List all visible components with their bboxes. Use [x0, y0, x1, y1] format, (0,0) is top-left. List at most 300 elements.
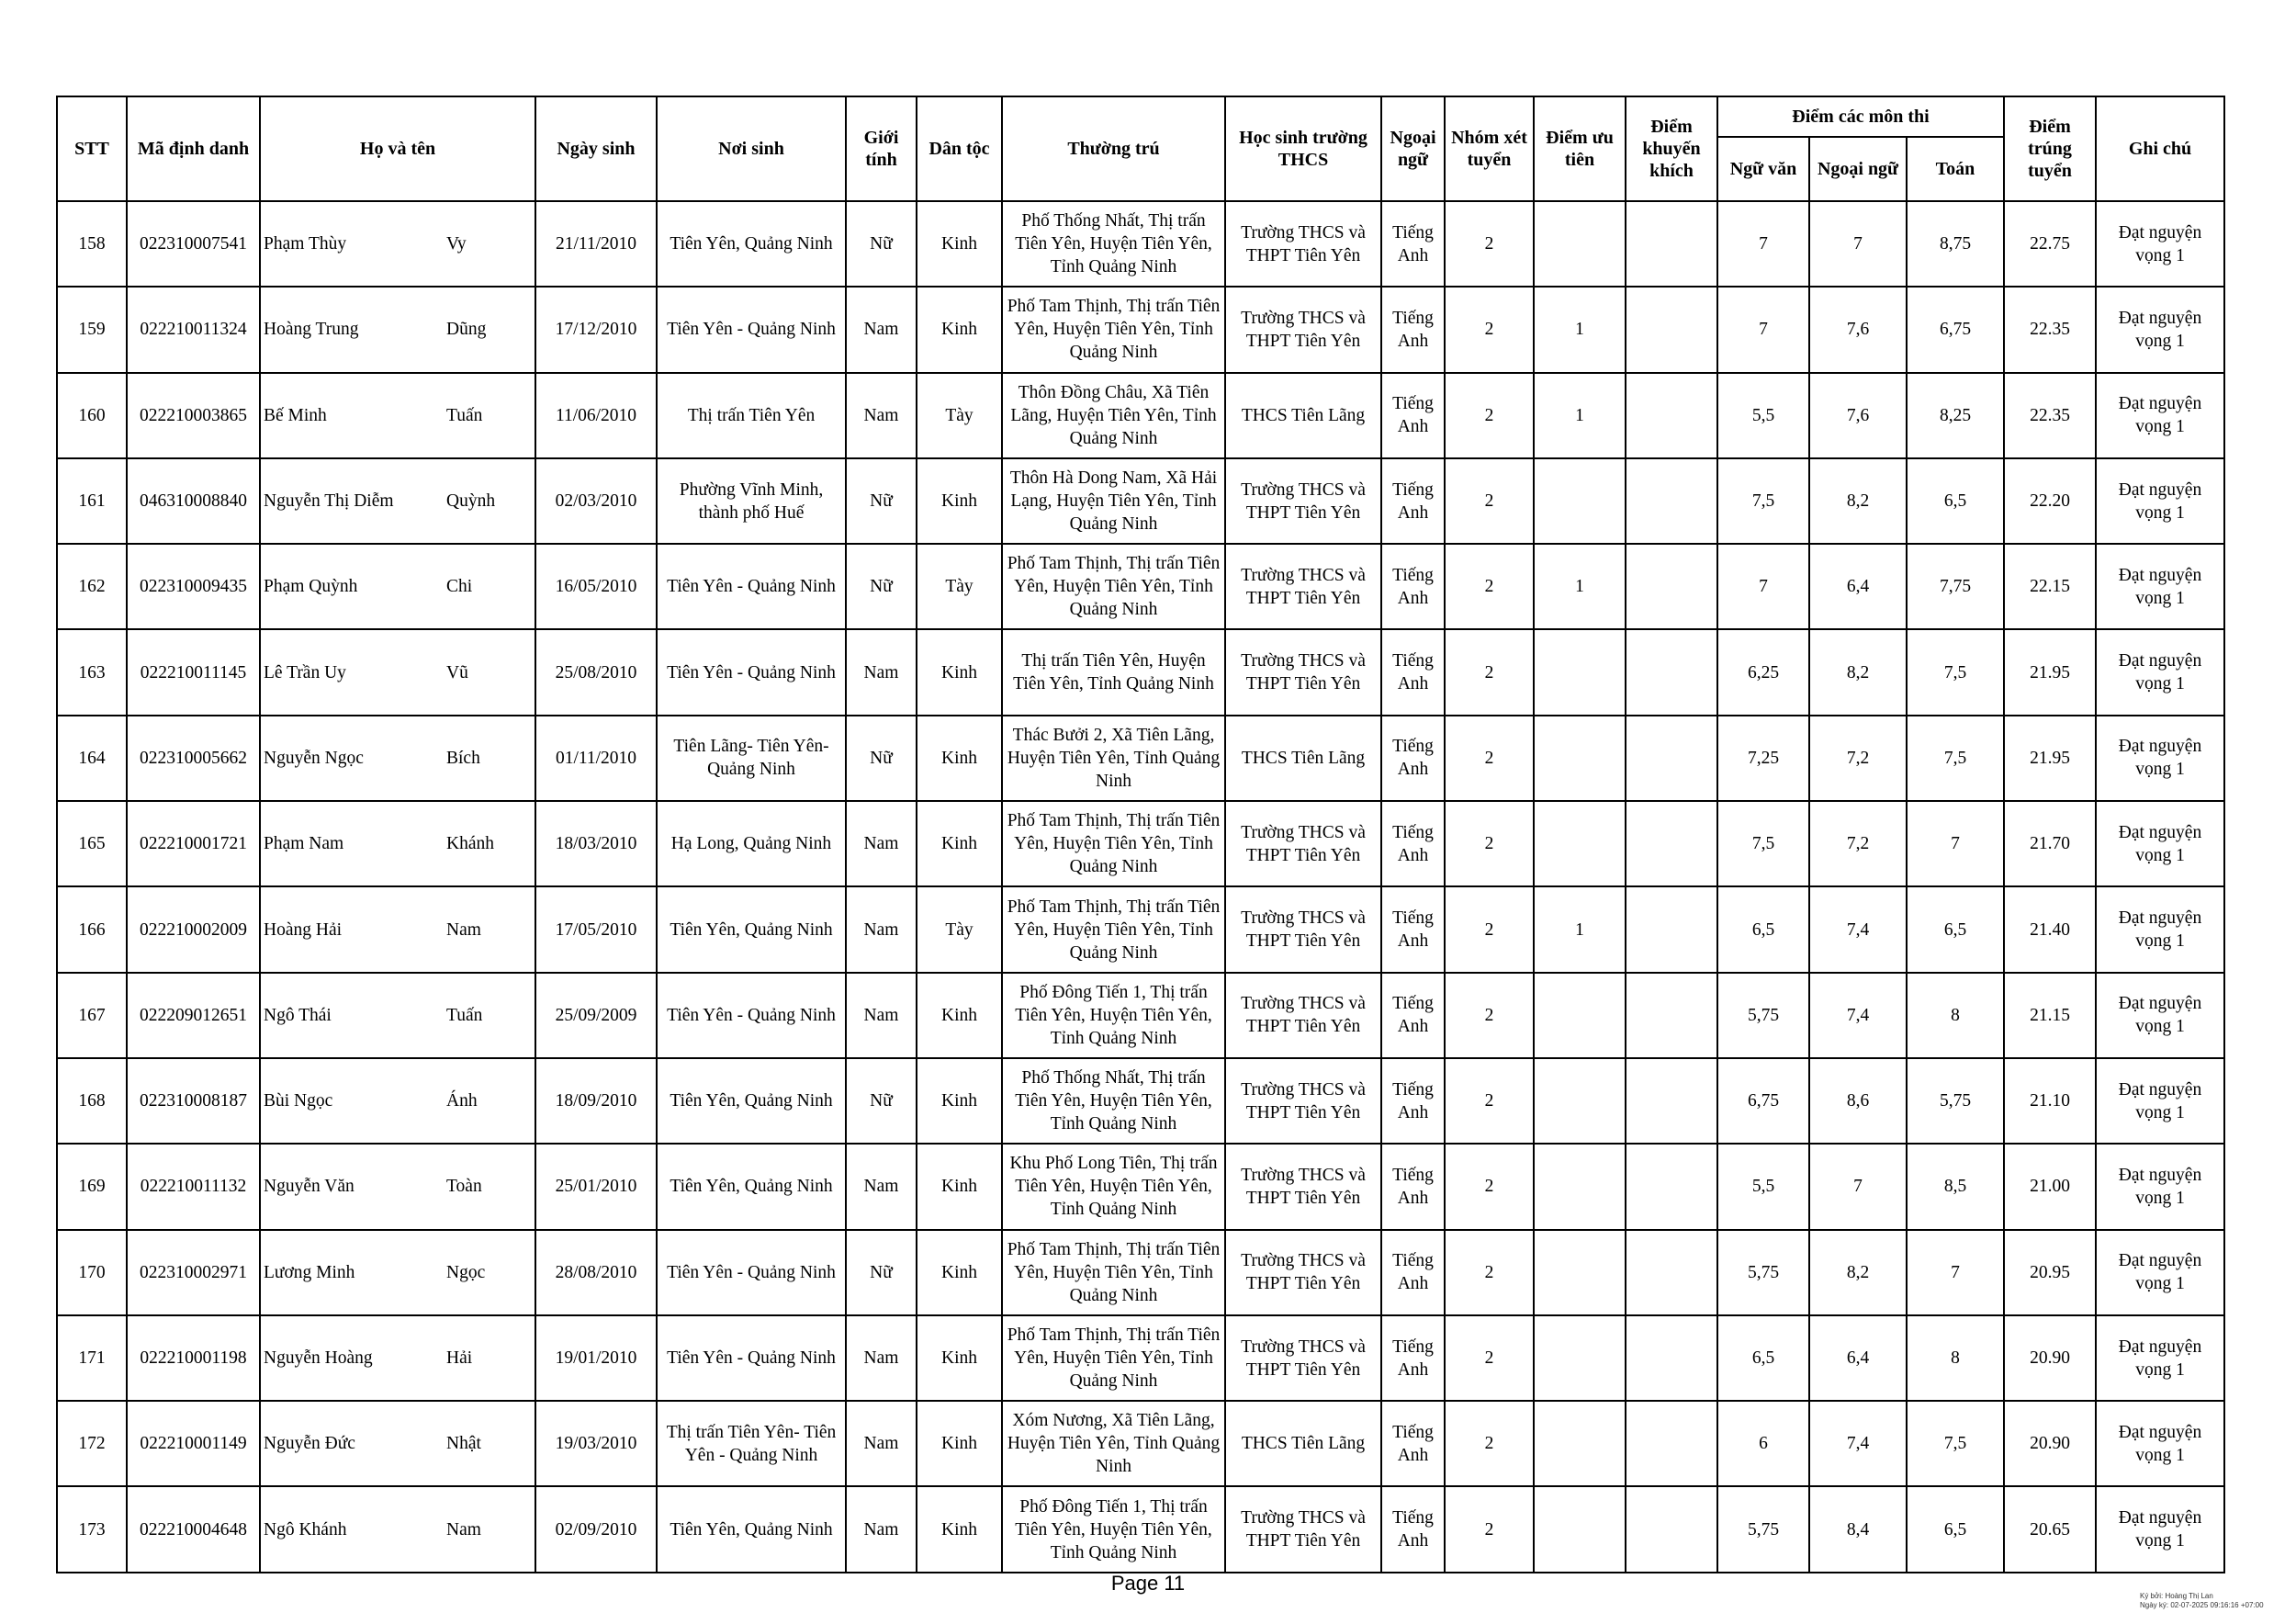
cell-school: Trường THCS và THPT Tiên Yên	[1225, 629, 1381, 715]
cell-stt: 162	[57, 544, 127, 629]
cell-total: 21.40	[2004, 886, 2096, 972]
cell-language: Tiếng Anh	[1381, 1486, 1445, 1572]
table-row	[57, 373, 2224, 458]
cell-surname: Phạm Quỳnh	[260, 544, 446, 629]
cell-given-name: Tuấn	[446, 973, 535, 1058]
cell-note: Đạt nguyện vọng 1	[2096, 886, 2224, 972]
cell-birthplace: Tiên Yên - Quảng Ninh	[657, 544, 846, 629]
cell-surname: Phạm Thùy	[260, 201, 446, 287]
cell-bonus	[1626, 1058, 1717, 1144]
cell-dob: 11/06/2010	[535, 373, 657, 458]
cell-id: 022210011324	[127, 287, 260, 372]
cell-literature: 7	[1717, 544, 1809, 629]
cell-id: 022209012651	[127, 973, 260, 1058]
cell-stt: 171	[57, 1315, 127, 1401]
cell-bonus	[1626, 458, 1717, 544]
header-dob: Ngày sinh	[535, 96, 657, 201]
cell-foreign: 7,2	[1809, 801, 1907, 886]
cell-group: 2	[1445, 801, 1534, 886]
cell-priority	[1534, 1230, 1626, 1315]
cell-school: Trường THCS và THPT Tiên Yên	[1225, 458, 1381, 544]
cell-given-name: Tuấn	[446, 373, 535, 458]
cell-surname: Ngô Thái	[260, 973, 446, 1058]
cell-surname: Bế Minh	[260, 373, 446, 458]
header-bonus: Điểm khuyến khích	[1626, 96, 1717, 201]
cell-school: THCS Tiên Lãng	[1225, 373, 1381, 458]
cell-dob: 17/05/2010	[535, 886, 657, 972]
table-row	[57, 1230, 2224, 1315]
cell-id: 022210003865	[127, 373, 260, 458]
cell-stt: 169	[57, 1144, 127, 1229]
table-row	[57, 458, 2224, 544]
table-row	[57, 973, 2224, 1058]
cell-priority: 1	[1534, 373, 1626, 458]
cell-group: 2	[1445, 886, 1534, 972]
cell-stt: 170	[57, 1230, 127, 1315]
cell-residence: Phố Tam Thịnh, Thị trấn Tiên Yên, Huyện Tiên Yên, Tỉnh Quảng Ninh	[1002, 287, 1225, 372]
cell-math: 8,25	[1907, 373, 2004, 458]
cell-foreign: 8,2	[1809, 629, 1907, 715]
cell-id: 022310005662	[127, 716, 260, 801]
cell-group: 2	[1445, 544, 1534, 629]
cell-birthplace: Tiên Lãng- Tiên Yên- Quảng Ninh	[657, 716, 846, 801]
cell-bonus	[1626, 716, 1717, 801]
cell-note: Đạt nguyện vọng 1	[2096, 801, 2224, 886]
cell-language: Tiếng Anh	[1381, 1144, 1445, 1229]
cell-total: 22.20	[2004, 458, 2096, 544]
cell-ethnicity: Kinh	[917, 716, 1002, 801]
cell-priority	[1534, 801, 1626, 886]
cell-group: 2	[1445, 458, 1534, 544]
cell-math: 6,5	[1907, 1486, 2004, 1572]
cell-ethnicity: Tày	[917, 373, 1002, 458]
cell-gender: Nam	[846, 973, 917, 1058]
cell-group: 2	[1445, 629, 1534, 715]
cell-birthplace: Hạ Long, Quảng Ninh	[657, 801, 846, 886]
cell-language: Tiếng Anh	[1381, 973, 1445, 1058]
cell-dob: 17/12/2010	[535, 287, 657, 372]
cell-gender: Nam	[846, 373, 917, 458]
cell-school: THCS Tiên Lãng	[1225, 716, 1381, 801]
cell-total: 20.95	[2004, 1230, 2096, 1315]
cell-bonus	[1626, 201, 1717, 287]
cell-dob: 18/03/2010	[535, 801, 657, 886]
cell-foreign: 7,6	[1809, 373, 1907, 458]
cell-total: 22.15	[2004, 544, 2096, 629]
cell-literature: 6,75	[1717, 1058, 1809, 1144]
cell-priority: 1	[1534, 544, 1626, 629]
cell-residence: Phố Đông Tiến 1, Thị trấn Tiên Yên, Huyện Tiên Yên, Tỉnh Quảng Ninh	[1002, 973, 1225, 1058]
cell-stt: 163	[57, 629, 127, 715]
cell-ethnicity: Kinh	[917, 1058, 1002, 1144]
cell-literature: 6,5	[1717, 1315, 1809, 1401]
cell-math: 7,5	[1907, 629, 2004, 715]
cell-math: 6,5	[1907, 458, 2004, 544]
header-residence: Thường trú	[1002, 96, 1225, 201]
cell-ethnicity: Kinh	[917, 1230, 1002, 1315]
cell-given-name: Bích	[446, 716, 535, 801]
table-row	[57, 801, 2224, 886]
cell-foreign: 6,4	[1809, 544, 1907, 629]
cell-residence: Phố Thống Nhất, Thị trấn Tiên Yên, Huyện Tiên Yên, Tỉnh Quảng Ninh	[1002, 1058, 1225, 1144]
cell-residence: Phố Tam Thịnh, Thị trấn Tiên Yên, Huyện Tiên Yên, Tỉnh Quảng Ninh	[1002, 544, 1225, 629]
cell-stt: 166	[57, 886, 127, 972]
cell-given-name: Toàn	[446, 1144, 535, 1229]
cell-dob: 25/09/2009	[535, 973, 657, 1058]
cell-surname: Hoàng Hải	[260, 886, 446, 972]
cell-given-name: Chi	[446, 544, 535, 629]
cell-id: 022310008187	[127, 1058, 260, 1144]
cell-foreign: 8,2	[1809, 1230, 1907, 1315]
cell-foreign: 7,4	[1809, 1401, 1907, 1486]
cell-bonus	[1626, 1230, 1717, 1315]
header-gender: Giới tính	[846, 96, 917, 201]
cell-birthplace: Tiên Yên, Quảng Ninh	[657, 886, 846, 972]
page-number: Page 11	[1110, 1572, 1186, 1595]
cell-gender: Nam	[846, 886, 917, 972]
table-row	[57, 1315, 2224, 1401]
cell-surname: Lương Minh	[260, 1230, 446, 1315]
cell-given-name: Nam	[446, 1486, 535, 1572]
cell-math: 7	[1907, 1230, 2004, 1315]
cell-dob: 16/05/2010	[535, 544, 657, 629]
cell-residence: Thị trấn Tiên Yên, Huyện Tiên Yên, Tỉnh Quảng Ninh	[1002, 629, 1225, 715]
cell-birthplace: Tiên Yên, Quảng Ninh	[657, 201, 846, 287]
cell-dob: 25/01/2010	[535, 1144, 657, 1229]
cell-bonus	[1626, 973, 1717, 1058]
cell-language: Tiếng Anh	[1381, 287, 1445, 372]
cell-ethnicity: Kinh	[917, 1144, 1002, 1229]
cell-gender: Nam	[846, 1144, 917, 1229]
cell-priority	[1534, 1144, 1626, 1229]
cell-group: 2	[1445, 1230, 1534, 1315]
cell-birthplace: Tiên Yên, Quảng Ninh	[657, 1486, 846, 1572]
cell-group: 2	[1445, 1486, 1534, 1572]
table-row	[57, 886, 2224, 972]
cell-dob: 02/09/2010	[535, 1486, 657, 1572]
cell-priority	[1534, 1486, 1626, 1572]
table-row	[57, 629, 2224, 715]
cell-gender: Nữ	[846, 1230, 917, 1315]
cell-gender: Nam	[846, 1315, 917, 1401]
table-row	[57, 544, 2224, 629]
cell-birthplace: Tiên Yên, Quảng Ninh	[657, 1144, 846, 1229]
cell-total: 21.95	[2004, 716, 2096, 801]
cell-bonus	[1626, 886, 1717, 972]
table-header	[57, 96, 2224, 201]
cell-dob: 19/03/2010	[535, 1401, 657, 1486]
header-subjects: Điểm các môn thi	[1717, 96, 2004, 137]
cell-language: Tiếng Anh	[1381, 716, 1445, 801]
cell-literature: 7	[1717, 287, 1809, 372]
cell-literature: 5,75	[1717, 1230, 1809, 1315]
cell-stt: 173	[57, 1486, 127, 1572]
cell-surname: Bùi Ngọc	[260, 1058, 446, 1144]
cell-language: Tiếng Anh	[1381, 1058, 1445, 1144]
cell-surname: Nguyễn Thị Diễm	[260, 458, 446, 544]
cell-surname: Lê Trần Uy	[260, 629, 446, 715]
header-school: Học sinh trường THCS	[1225, 96, 1381, 201]
cell-note: Đạt nguyện vọng 1	[2096, 458, 2224, 544]
cell-school: Trường THCS và THPT Tiên Yên	[1225, 886, 1381, 972]
cell-given-name: Quỳnh	[446, 458, 535, 544]
digital-signature-note	[2140, 1592, 2291, 1610]
cell-foreign: 7,4	[1809, 886, 1907, 972]
cell-gender: Nữ	[846, 201, 917, 287]
cell-ethnicity: Kinh	[917, 458, 1002, 544]
cell-foreign: 7	[1809, 201, 1907, 287]
cell-group: 2	[1445, 716, 1534, 801]
table-row	[57, 287, 2224, 372]
cell-residence: Phố Tam Thịnh, Thị trấn Tiên Yên, Huyện Tiên Yên, Tỉnh Quảng Ninh	[1002, 886, 1225, 972]
cell-school: THCS Tiên Lãng	[1225, 1401, 1381, 1486]
cell-school: Trường THCS và THPT Tiên Yên	[1225, 1058, 1381, 1144]
cell-surname: Nguyễn Hoàng	[260, 1315, 446, 1401]
cell-priority: 1	[1534, 287, 1626, 372]
header-foreign: Ngoại ngữ	[1809, 137, 1907, 201]
cell-ethnicity: Kinh	[917, 801, 1002, 886]
cell-ethnicity: Kinh	[917, 629, 1002, 715]
cell-group: 2	[1445, 973, 1534, 1058]
cell-surname: Nguyễn Văn	[260, 1144, 446, 1229]
cell-literature: 7,5	[1717, 801, 1809, 886]
cell-id: 022210011145	[127, 629, 260, 715]
header-priority: Điểm ưu tiên	[1534, 96, 1626, 201]
cell-surname: Ngô Khánh	[260, 1486, 446, 1572]
cell-school: Trường THCS và THPT Tiên Yên	[1225, 1486, 1381, 1572]
table-row	[57, 716, 2224, 801]
cell-bonus	[1626, 373, 1717, 458]
admission-results-sheet	[56, 96, 2225, 1573]
cell-math: 7	[1907, 801, 2004, 886]
cell-ethnicity: Tày	[917, 544, 1002, 629]
cell-literature: 6	[1717, 1401, 1809, 1486]
cell-stt: 167	[57, 973, 127, 1058]
cell-ethnicity: Kinh	[917, 1401, 1002, 1486]
cell-priority	[1534, 973, 1626, 1058]
cell-ethnicity: Kinh	[917, 1315, 1002, 1401]
cell-gender: Nam	[846, 1401, 917, 1486]
cell-note: Đạt nguyện vọng 1	[2096, 544, 2224, 629]
cell-stt: 159	[57, 287, 127, 372]
admission-table	[56, 96, 2225, 1573]
cell-foreign: 8,6	[1809, 1058, 1907, 1144]
cell-given-name: Nam	[446, 886, 535, 972]
cell-id: 022210001198	[127, 1315, 260, 1401]
table-row	[57, 1144, 2224, 1229]
cell-birthplace: Thị trấn Tiên Yên	[657, 373, 846, 458]
cell-language: Tiếng Anh	[1381, 1401, 1445, 1486]
cell-language: Tiếng Anh	[1381, 801, 1445, 886]
cell-school: Trường THCS và THPT Tiên Yên	[1225, 201, 1381, 287]
cell-foreign: 7,4	[1809, 973, 1907, 1058]
cell-id: 022210002009	[127, 886, 260, 972]
cell-id: 022210004648	[127, 1486, 260, 1572]
cell-language: Tiếng Anh	[1381, 544, 1445, 629]
cell-priority: 1	[1534, 886, 1626, 972]
cell-group: 2	[1445, 1401, 1534, 1486]
cell-total: 20.90	[2004, 1315, 2096, 1401]
cell-group: 2	[1445, 1144, 1534, 1229]
cell-bonus	[1626, 801, 1717, 886]
cell-birthplace: Tiên Yên - Quảng Ninh	[657, 1230, 846, 1315]
cell-note: Đạt nguyện vọng 1	[2096, 373, 2224, 458]
cell-math: 8	[1907, 973, 2004, 1058]
header-literature: Ngữ văn	[1717, 137, 1809, 201]
cell-residence: Khu Phố Long Tiên, Thị trấn Tiên Yên, Huyện Tiên Yên, Tỉnh Quảng Ninh	[1002, 1144, 1225, 1229]
cell-stt: 164	[57, 716, 127, 801]
cell-math: 8,75	[1907, 201, 2004, 287]
cell-school: Trường THCS và THPT Tiên Yên	[1225, 544, 1381, 629]
cell-bonus	[1626, 629, 1717, 715]
cell-school: Trường THCS và THPT Tiên Yên	[1225, 1144, 1381, 1229]
header-group: Nhóm xét tuyển	[1445, 96, 1534, 201]
cell-gender: Nam	[846, 1486, 917, 1572]
cell-school: Trường THCS và THPT Tiên Yên	[1225, 973, 1381, 1058]
cell-math: 6,75	[1907, 287, 2004, 372]
cell-total: 20.65	[2004, 1486, 2096, 1572]
cell-priority	[1534, 1315, 1626, 1401]
header-birthplace: Nơi sinh	[657, 96, 846, 201]
cell-bonus	[1626, 1401, 1717, 1486]
cell-birthplace: Tiên Yên - Quảng Ninh	[657, 287, 846, 372]
cell-stt: 160	[57, 373, 127, 458]
cell-birthplace: Tiên Yên - Quảng Ninh	[657, 973, 846, 1058]
cell-literature: 7,25	[1717, 716, 1809, 801]
cell-stt: 158	[57, 201, 127, 287]
cell-ethnicity: Kinh	[917, 1486, 1002, 1572]
cell-priority	[1534, 1058, 1626, 1144]
cell-birthplace: Phường Vĩnh Minh, thành phố Huế	[657, 458, 846, 544]
cell-ethnicity: Tày	[917, 886, 1002, 972]
cell-priority	[1534, 201, 1626, 287]
cell-note: Đạt nguyện vọng 1	[2096, 1058, 2224, 1144]
cell-language: Tiếng Anh	[1381, 201, 1445, 287]
cell-literature: 5,5	[1717, 373, 1809, 458]
cell-group: 2	[1445, 373, 1534, 458]
cell-surname: Nguyễn Ngọc	[260, 716, 446, 801]
cell-school: Trường THCS và THPT Tiên Yên	[1225, 1315, 1381, 1401]
header-math: Toán	[1907, 137, 2004, 201]
cell-dob: 18/09/2010	[535, 1058, 657, 1144]
cell-literature: 6,5	[1717, 886, 1809, 972]
cell-bonus	[1626, 1486, 1717, 1572]
cell-gender: Nam	[846, 629, 917, 715]
cell-total: 20.90	[2004, 1401, 2096, 1486]
signed-date: Ngày ký: 02-07-2025 09:16:16 +07:00	[2140, 1601, 2264, 1609]
cell-residence: Phố Tam Thịnh, Thị trấn Tiên Yên, Huyện Tiên Yên, Tỉnh Quảng Ninh	[1002, 1315, 1225, 1401]
cell-gender: Nữ	[846, 1058, 917, 1144]
cell-note: Đạt nguyện vọng 1	[2096, 629, 2224, 715]
cell-priority	[1534, 1401, 1626, 1486]
cell-gender: Nữ	[846, 458, 917, 544]
cell-priority	[1534, 458, 1626, 544]
cell-literature: 7	[1717, 201, 1809, 287]
signed-by: Ký bởi: Hoàng Thị Lan	[2140, 1592, 2213, 1600]
cell-surname: Hoàng Trung	[260, 287, 446, 372]
cell-note: Đạt nguyện vọng 1	[2096, 1315, 2224, 1401]
table-row	[57, 1401, 2224, 1486]
cell-residence: Thôn Hà Dong Nam, Xã Hải Lạng, Huyện Tiên Yên, Tỉnh Quảng Ninh	[1002, 458, 1225, 544]
header-note: Ghi chú	[2096, 96, 2224, 201]
header-language: Ngoại ngữ	[1381, 96, 1445, 201]
cell-language: Tiếng Anh	[1381, 373, 1445, 458]
cell-total: 22.35	[2004, 287, 2096, 372]
table-row	[57, 1058, 2224, 1144]
table-row	[57, 1486, 2224, 1572]
cell-stt: 161	[57, 458, 127, 544]
cell-gender: Nam	[846, 801, 917, 886]
cell-language: Tiếng Anh	[1381, 1315, 1445, 1401]
cell-note: Đạt nguyện vọng 1	[2096, 1486, 2224, 1572]
cell-foreign: 7,6	[1809, 287, 1907, 372]
cell-ethnicity: Kinh	[917, 201, 1002, 287]
cell-id: 022310002971	[127, 1230, 260, 1315]
header-name: Họ và tên	[260, 96, 535, 201]
cell-school: Trường THCS và THPT Tiên Yên	[1225, 287, 1381, 372]
cell-note: Đạt nguyện vọng 1	[2096, 287, 2224, 372]
cell-bonus	[1626, 544, 1717, 629]
cell-gender: Nữ	[846, 544, 917, 629]
cell-math: 7,5	[1907, 1401, 2004, 1486]
cell-group: 2	[1445, 1315, 1534, 1401]
cell-literature: 5,5	[1717, 1144, 1809, 1229]
cell-note: Đạt nguyện vọng 1	[2096, 201, 2224, 287]
cell-dob: 19/01/2010	[535, 1315, 657, 1401]
cell-ethnicity: Kinh	[917, 287, 1002, 372]
cell-math: 6,5	[1907, 886, 2004, 972]
cell-foreign: 7,2	[1809, 716, 1907, 801]
cell-dob: 02/03/2010	[535, 458, 657, 544]
cell-dob: 21/11/2010	[535, 201, 657, 287]
cell-priority	[1534, 716, 1626, 801]
cell-dob: 01/11/2010	[535, 716, 657, 801]
cell-literature: 7,5	[1717, 458, 1809, 544]
cell-total: 21.70	[2004, 801, 2096, 886]
cell-residence: Phố Đông Tiến 1, Thị trấn Tiên Yên, Huyện Tiên Yên, Tỉnh Quảng Ninh	[1002, 1486, 1225, 1572]
cell-birthplace: Tiên Yên, Quảng Ninh	[657, 1058, 846, 1144]
cell-surname: Nguyễn Đức	[260, 1401, 446, 1486]
cell-total: 21.95	[2004, 629, 2096, 715]
cell-dob: 28/08/2010	[535, 1230, 657, 1315]
table-row	[57, 201, 2224, 287]
cell-note: Đạt nguyện vọng 1	[2096, 1144, 2224, 1229]
cell-school: Trường THCS và THPT Tiên Yên	[1225, 1230, 1381, 1315]
cell-residence: Thôn Đồng Châu, Xã Tiên Lãng, Huyện Tiên Yên, Tỉnh Quảng Ninh	[1002, 373, 1225, 458]
cell-given-name: Vũ	[446, 629, 535, 715]
cell-id: 022310007541	[127, 201, 260, 287]
header-stt: STT	[57, 96, 127, 201]
cell-stt: 172	[57, 1401, 127, 1486]
cell-note: Đạt nguyện vọng 1	[2096, 1230, 2224, 1315]
cell-math: 8,5	[1907, 1144, 2004, 1229]
cell-math: 5,75	[1907, 1058, 2004, 1144]
cell-literature: 5,75	[1717, 1486, 1809, 1572]
cell-note: Đạt nguyện vọng 1	[2096, 1401, 2224, 1486]
cell-ethnicity: Kinh	[917, 973, 1002, 1058]
cell-residence: Phố Tam Thịnh, Thị trấn Tiên Yên, Huyện Tiên Yên, Tỉnh Quảng Ninh	[1002, 1230, 1225, 1315]
cell-note: Đạt nguyện vọng 1	[2096, 973, 2224, 1058]
cell-gender: Nam	[846, 287, 917, 372]
cell-surname: Phạm Nam	[260, 801, 446, 886]
cell-given-name: Ngọc	[446, 1230, 535, 1315]
cell-bonus	[1626, 1144, 1717, 1229]
cell-group: 2	[1445, 201, 1534, 287]
cell-stt: 165	[57, 801, 127, 886]
cell-dob: 25/08/2010	[535, 629, 657, 715]
cell-residence: Phố Tam Thịnh, Thị trấn Tiên Yên, Huyện Tiên Yên, Tỉnh Quảng Ninh	[1002, 801, 1225, 886]
cell-school: Trường THCS và THPT Tiên Yên	[1225, 801, 1381, 886]
